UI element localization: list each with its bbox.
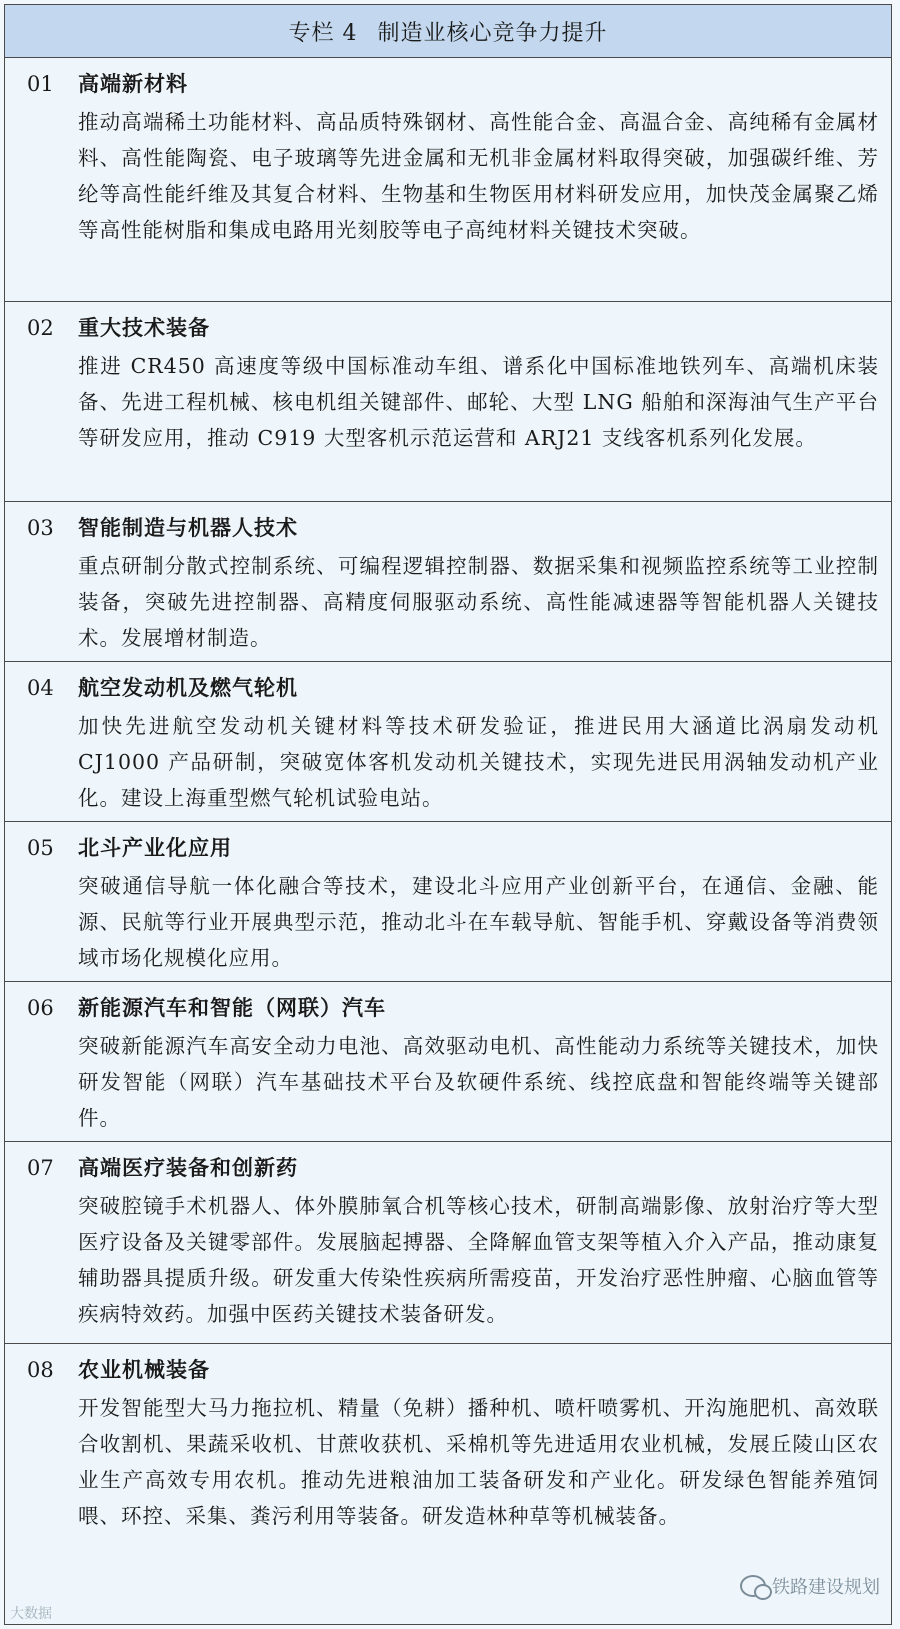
- column-header: [5, 5, 891, 58]
- section-number: 01: [27, 72, 54, 96]
- section-06: [5, 982, 891, 1142]
- section-body: 开发智能型大马力拖拉机、精量（免耕）播种机、喷杆喷雾机、开沟施肥机、高效联合收割机、果蔬采收机、甘蔗收获机、采棉机等先进适用农业机械，发展丘陵山区农业生产高效专用农机。推动先进粮油加工装备研发和产业化。研发绿色智能养殖饲喂、环控、采集、粪污利用等装备。研发造林种草等机械装备。: [78, 1396, 879, 1528]
- section-number: 02: [27, 316, 54, 340]
- section-title: 重大技术装备: [78, 315, 210, 340]
- section-number: 03: [27, 516, 54, 540]
- section-title: 高端新材料: [78, 71, 188, 96]
- section-number: 06: [27, 996, 54, 1020]
- section-body: 重点研制分散式控制系统、可编程逻辑控制器、数据采集和视频监控系统等工业控制装备，突破先进控制器、高精度伺服驱动系统、高性能减速器等智能机器人关键技术。发展增材制造。: [78, 554, 879, 650]
- section-01: [5, 58, 891, 302]
- section-title: 新能源汽车和智能（网联）汽车: [78, 995, 386, 1020]
- watermark-left: [10, 1603, 52, 1623]
- section-body: 推动高端稀土功能材料、高品质特殊钢材、高性能合金、高温合金、高纯稀有金属材料、高性能陶瓷、电子玻璃等先进金属和无机非金属材料取得突破，加强碳纤维、芳纶等高性能纤维及其复合材料、生物基和生物医用材料研发应用，加快茂金属聚乙烯等高性能树脂和集成电路用光刻胶等电子高纯材料关键技术突破。: [78, 110, 879, 242]
- section-04: [5, 662, 891, 822]
- section-body: 推进 CR450 高速度等级中国标准动车组、谱系化中国标准地铁列车、高端机床装备、先进工程机械、核电机组关键部件、邮轮、大型 LNG 船舶和深海油气生产平台等研发应用，推动 C919 大型客机示范运营和 ARJ21 支线客机系列化发展。: [78, 354, 879, 450]
- section-title: 智能制造与机器人技术: [78, 515, 298, 540]
- section-08: [5, 1344, 891, 1546]
- section-07: [5, 1142, 891, 1344]
- section-title: 航空发动机及燃气轮机: [78, 675, 298, 700]
- section-number: 07: [27, 1156, 54, 1180]
- column-title: 制造业核心竞争力提升: [377, 20, 608, 46]
- section-02: [5, 302, 891, 502]
- section-number: 08: [27, 1358, 54, 1382]
- section-body: 突破通信导航一体化融合等技术，建设北斗应用产业创新平台，在通信、金融、能源、民航等行业开展典型示范，推动北斗在车载导航、智能手机、穿戴设备等消费领域市场化规模化应用。: [78, 874, 879, 970]
- section-title: 农业机械装备: [78, 1357, 210, 1382]
- section-number: 05: [27, 836, 54, 860]
- column-box: [4, 4, 892, 1625]
- section-title: 北斗产业化应用: [78, 835, 232, 860]
- watermark-left-text: 大数据: [10, 1606, 52, 1622]
- section-body: 突破腔镜手术机器人、体外膜肺氧合机等核心技术，研制高端影像、放射治疗等大型医疗设备及关键零部件。发展脑起搏器、全降解血管支架等植入介入产品，推动康复辅助器具提质升级。研发重大传染性疾病所需疫苗，开发治疗恶性肿瘤、心脑血管等疾病特效药。加强中医药关键技术装备研发。: [78, 1194, 879, 1326]
- wechat-icon: [740, 1575, 766, 1597]
- section-body: 加快先进航空发动机关键材料等技术研发验证，推进民用大涵道比涡扇发动机 CJ1000 产品研制，突破宽体客机发动机关键技术，实现先进民用涡轴发动机产业化。建设上海重型燃气轮机试验电站。: [78, 714, 879, 810]
- column-label: 专栏 4: [288, 20, 358, 46]
- section-number: 04: [27, 676, 54, 700]
- section-03: [5, 502, 891, 662]
- watermark-right: [740, 1573, 880, 1599]
- section-title: 高端医疗装备和创新药: [78, 1155, 298, 1180]
- section-05: [5, 822, 891, 982]
- watermark-right-text: 铁路建设规划: [772, 1577, 880, 1598]
- section-body: 突破新能源汽车高安全动力电池、高效驱动电机、高性能动力系统等关键技术，加快研发智能（网联）汽车基础技术平台及软硬件系统、线控底盘和智能终端等关键部件。: [78, 1034, 879, 1130]
